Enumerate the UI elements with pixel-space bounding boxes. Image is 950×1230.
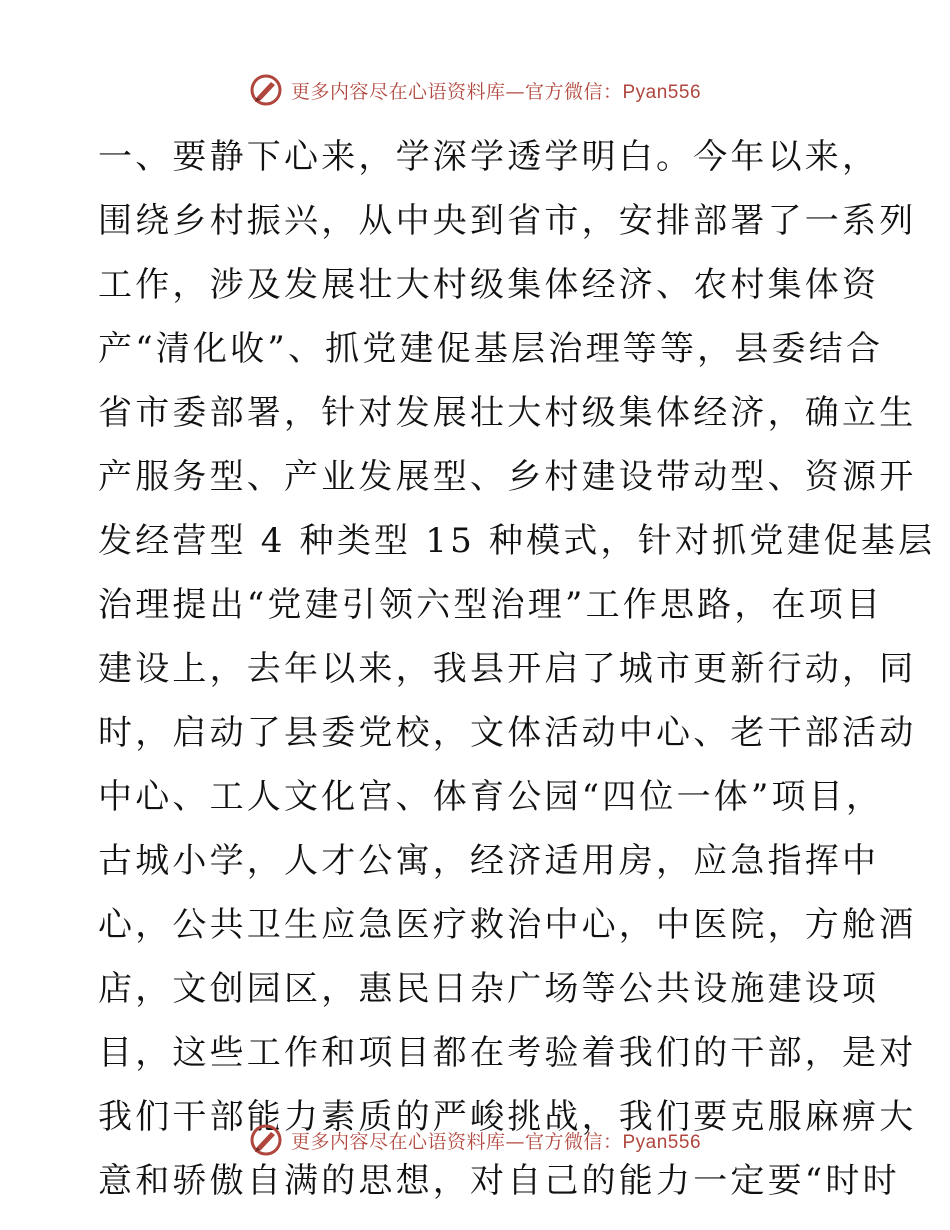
watermark-dash: — [505,80,525,103]
text-line: 产“清化收”、抓党建促基层治理等等，县委结合 [98,329,884,369]
text-line: 意和骄傲自满的思想，对自己的能力一定要“时时 [98,1161,900,1201]
text-line: 省市委部署，针对发展壮大村级集体经济，确立生 [98,393,917,433]
text-line: 一、要静下心来，学深学透学明白。今年以来， [98,137,880,177]
text-line: 古城小学，人才公寓，经济适用房，应急指挥中 [98,841,880,881]
footer-watermark [0,1120,950,1160]
watermark-text [291,77,701,104]
text-line: 产服务型、产业发展型、乡村建设带动型、资源开 [98,457,917,497]
watermark-wechat-label: 官方微信： [524,1130,623,1153]
text-line: 治理提出“党建引领六型治理”工作思路，在项目 [98,585,884,625]
text-line: 围绕乡村振兴，从中央到省市，安排部署了一系列 [98,201,917,241]
text-line: 建设上，去年以来，我县开启了城市更新行动，同 [98,649,917,689]
text-line: 时，启动了县委党校，文体活动中心、老干部活动 [98,713,917,753]
watermark-dash: — [505,1130,525,1153]
watermark-wechat-id: Pyan556 [622,81,702,103]
text-line: 工作，涉及发展壮大村级集体经济、农村集体资 [98,265,880,305]
watermark-site: 更多内容尽在心语资料库 [290,80,506,103]
text-line: 心，公共卫生应急医疗救治中心，中医院，方舱酒 [98,905,917,945]
text-line: 目，这些工作和项目都在考验着我们的干部，是对 [98,1033,917,1073]
text-line: 发经营型 4 种类型 15 种模式，针对抓党建促基层 [98,521,936,561]
watermark-wechat-label: 官方微信： [524,80,623,103]
text-line: 我们干部能力素质的严峻挑战，我们要克服麻痹大 [98,1097,917,1137]
watermark-wechat-id: Pyan556 [622,1131,702,1153]
header-watermark [0,70,950,110]
document-body [98,125,936,1213]
text-line: 中心、工人文化宫、体育公园“四位一体”项目， [98,777,884,817]
pen-logo-icon [249,73,283,107]
text-line: 店，文创园区，惠民日杂广场等公共设施建设项 [98,969,880,1009]
watermark-site: 更多内容尽在心语资料库 [290,1130,506,1153]
watermark-text [291,1127,701,1154]
pen-logo-icon [249,1123,283,1157]
